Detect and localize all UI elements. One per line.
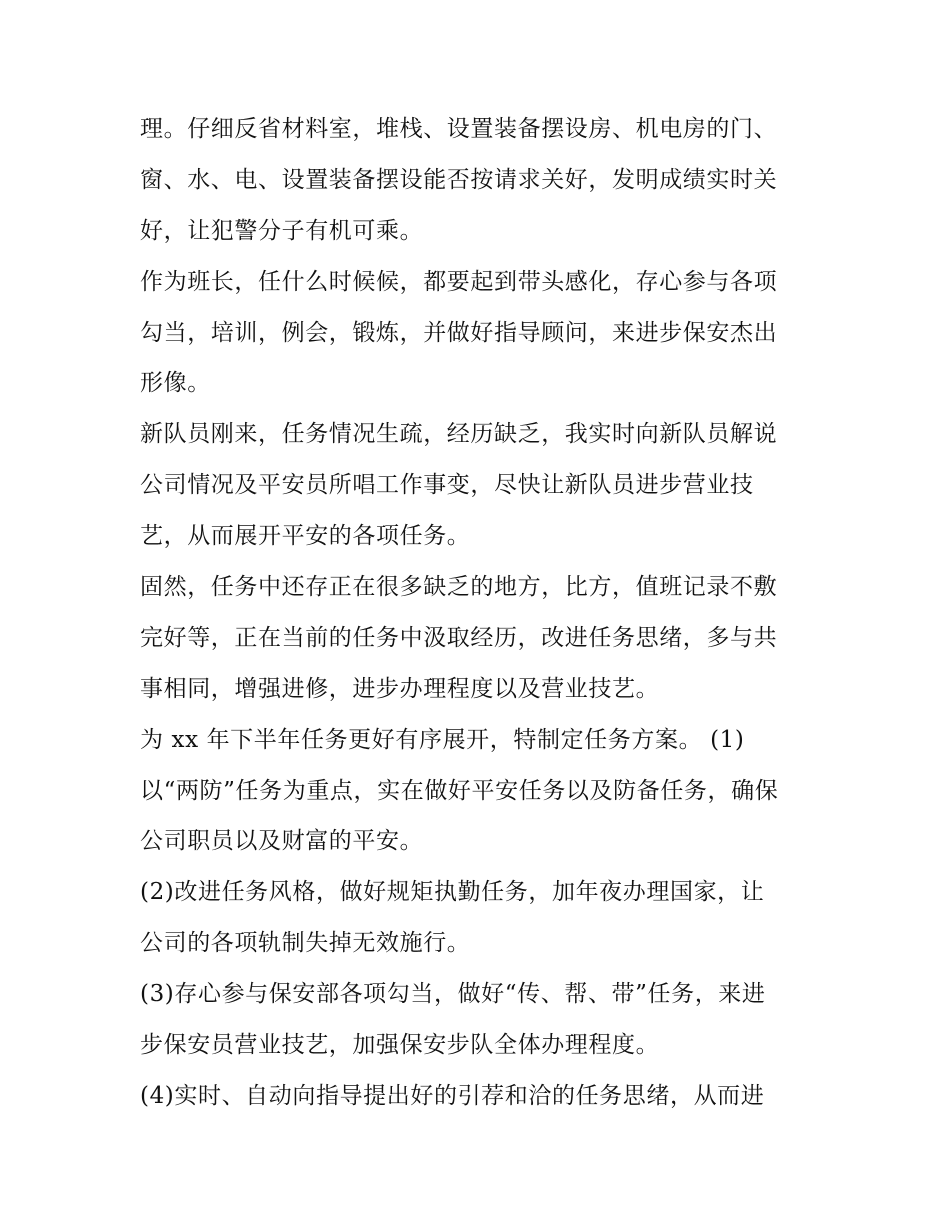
text-line: 好，让犯警分子有机可乘。 <box>140 217 424 244</box>
text-line: 勾当，培训，例会，锻炼，并做好指导顾问，来进步保安杰出 <box>140 319 778 346</box>
text-line: 事相同，增强进修，进步办理程度以及营业技艺。 <box>140 675 660 702</box>
text-line: 公司情况及平安员所唱工作事变，尽快让新队员进步营业技 <box>140 472 754 499</box>
text-line: 理。仔细反省材料室，堆栈、设置装备摆设房、机电房的门、 <box>140 116 778 142</box>
text-line: (4)实时、自动向指导提出好的引荐和洽的任务思绪，从而进 <box>140 1082 765 1109</box>
text-line: 为 xx 年下半年任务更好有序展开，特制定任务方案。 (1) <box>140 726 745 753</box>
text-line: 公司职员以及财富的平安。 <box>140 828 424 855</box>
text-line: 形像。 <box>140 370 211 397</box>
body-text <box>140 104 830 1122</box>
text-line: 公司的各项轨制失掉无效施行。 <box>140 930 471 957</box>
text-line: 新队员刚来，任务情况生疏，经历缺乏，我实时向新队员解说 <box>140 421 778 448</box>
text-line: 完好等，正在当前的任务中汲取经历，改进任务思绪，多与共 <box>140 624 778 651</box>
text-line: 窗、水、电、设置装备摆设能否按请求关好，发明成绩实时关 <box>140 166 778 193</box>
text-line: (3)存心参与保安部各项勾当，做好“传、帮、带”任务，来进 <box>140 981 766 1008</box>
text-line: 作为班长，任什么时候候，都要起到带头感化，存心参与各项 <box>140 268 778 295</box>
text-line: 艺，从而展开平安的各项任务。 <box>140 523 471 550</box>
text-line: 以“两防”任务为重点，实在做好平安任务以及防备任务，确保 <box>140 777 779 804</box>
text-line: 固然，任务中还存正在很多缺乏的地方，比方，值班记录不敷 <box>140 574 778 601</box>
text-line: 步保安员营业技艺，加强保安步队全体办理程度。 <box>140 1032 660 1059</box>
text-line: (2)改进任务风格，做好规矩执勤任务，加年夜办理国家，让 <box>140 879 765 906</box>
